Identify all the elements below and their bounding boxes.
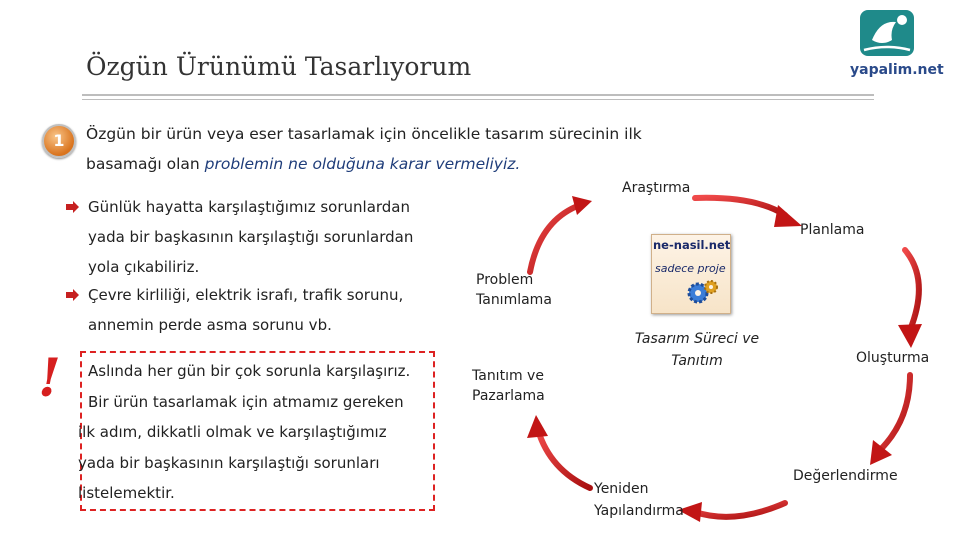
bullet-arrow-icon [66,201,80,213]
bullet-line: Çevre kirliliği, elektrik israfı, trafik sorunu, [88,286,404,304]
bullet-line: yola çıkabiliriz. [88,258,200,276]
center-line: Tasarım Süreci ve [634,331,760,347]
node-planlama: Planlama [800,222,865,238]
node-line: Problem [476,272,534,288]
warning-line: yada bir başkasının karşılaştığı sorunları [78,453,380,472]
intro-line-2-text: basamağı olan [86,155,205,173]
node-line: Tanımlama [476,292,552,308]
node-problem-tanimlama [476,270,552,310]
cycle-arrow-head [572,196,592,215]
center-line: Tanıtım [671,353,723,369]
logo-icon [820,0,960,92]
node-line: Yeniden [594,481,649,497]
bullet-item [88,192,448,282]
cycle-center-label [622,328,772,372]
gear-icon [684,277,720,307]
node-line: Yapılandırma [594,503,684,519]
title-divider [82,94,874,96]
cycle-arrow [530,205,580,272]
bullet-arrow-icon [66,289,80,301]
warning-box-text [78,356,428,509]
warning-line: listelemektir. [78,484,175,502]
project-image-subtitle: sadece proje [655,262,726,275]
cycle-arrow-head [527,415,548,438]
node-line: Pazarlama [472,388,545,404]
cycle-arrow [695,503,785,517]
node-olusturma: Oluşturma [856,350,930,366]
exclamation-icon: ! [38,348,61,409]
bullet-line: annemin perde asma sorunu vb. [88,316,332,334]
step-number-badge: 1 [42,124,76,158]
node-yeniden-yapilandirma [594,478,684,522]
warning-line: Aslında her gün bir çok sorunla karşılaşırız. [88,362,411,380]
node-arastirma: Araştırma [622,180,691,196]
warning-line: Bir ürün tasarlamak için atmamız gereken [88,392,404,411]
intro-emphasis: problemin ne olduğuna karar vermeliyiz. [204,155,521,173]
cycle-arrow-head [774,205,802,227]
cycle-arrow [880,375,910,450]
node-tanitim-pazarlama [472,366,545,406]
page-title: Özgün Ürünümü Tasarlıyorum [86,52,472,81]
cycle-arrow-head [898,324,922,348]
node-line: Tanıtım ve [472,368,544,384]
intro-line-1: Özgün bir ürün veya eser tasarlamak için öncelikle tasarım sürecinin ilk [86,125,642,143]
logo-text: yapalim.net [850,62,944,78]
bullet-item [88,280,448,340]
cycle-arrow [695,198,785,215]
bullet-line: yada bir başkasının karşılaştığı sorunlardan [88,228,414,246]
logo [820,0,960,92]
project-image-title: ne-nasil.net [653,238,731,252]
cycle-arrow [538,430,590,488]
warning-line: ilk adım, dikkatli olmak ve karşılaştığımız [78,423,387,441]
cycle-arrow [905,250,919,330]
title-divider-thin [82,99,874,100]
bullet-line: Günlük hayatta karşılaştığımız sorunlardan [88,198,411,216]
node-degerlendirme: Değerlendirme [793,468,898,484]
